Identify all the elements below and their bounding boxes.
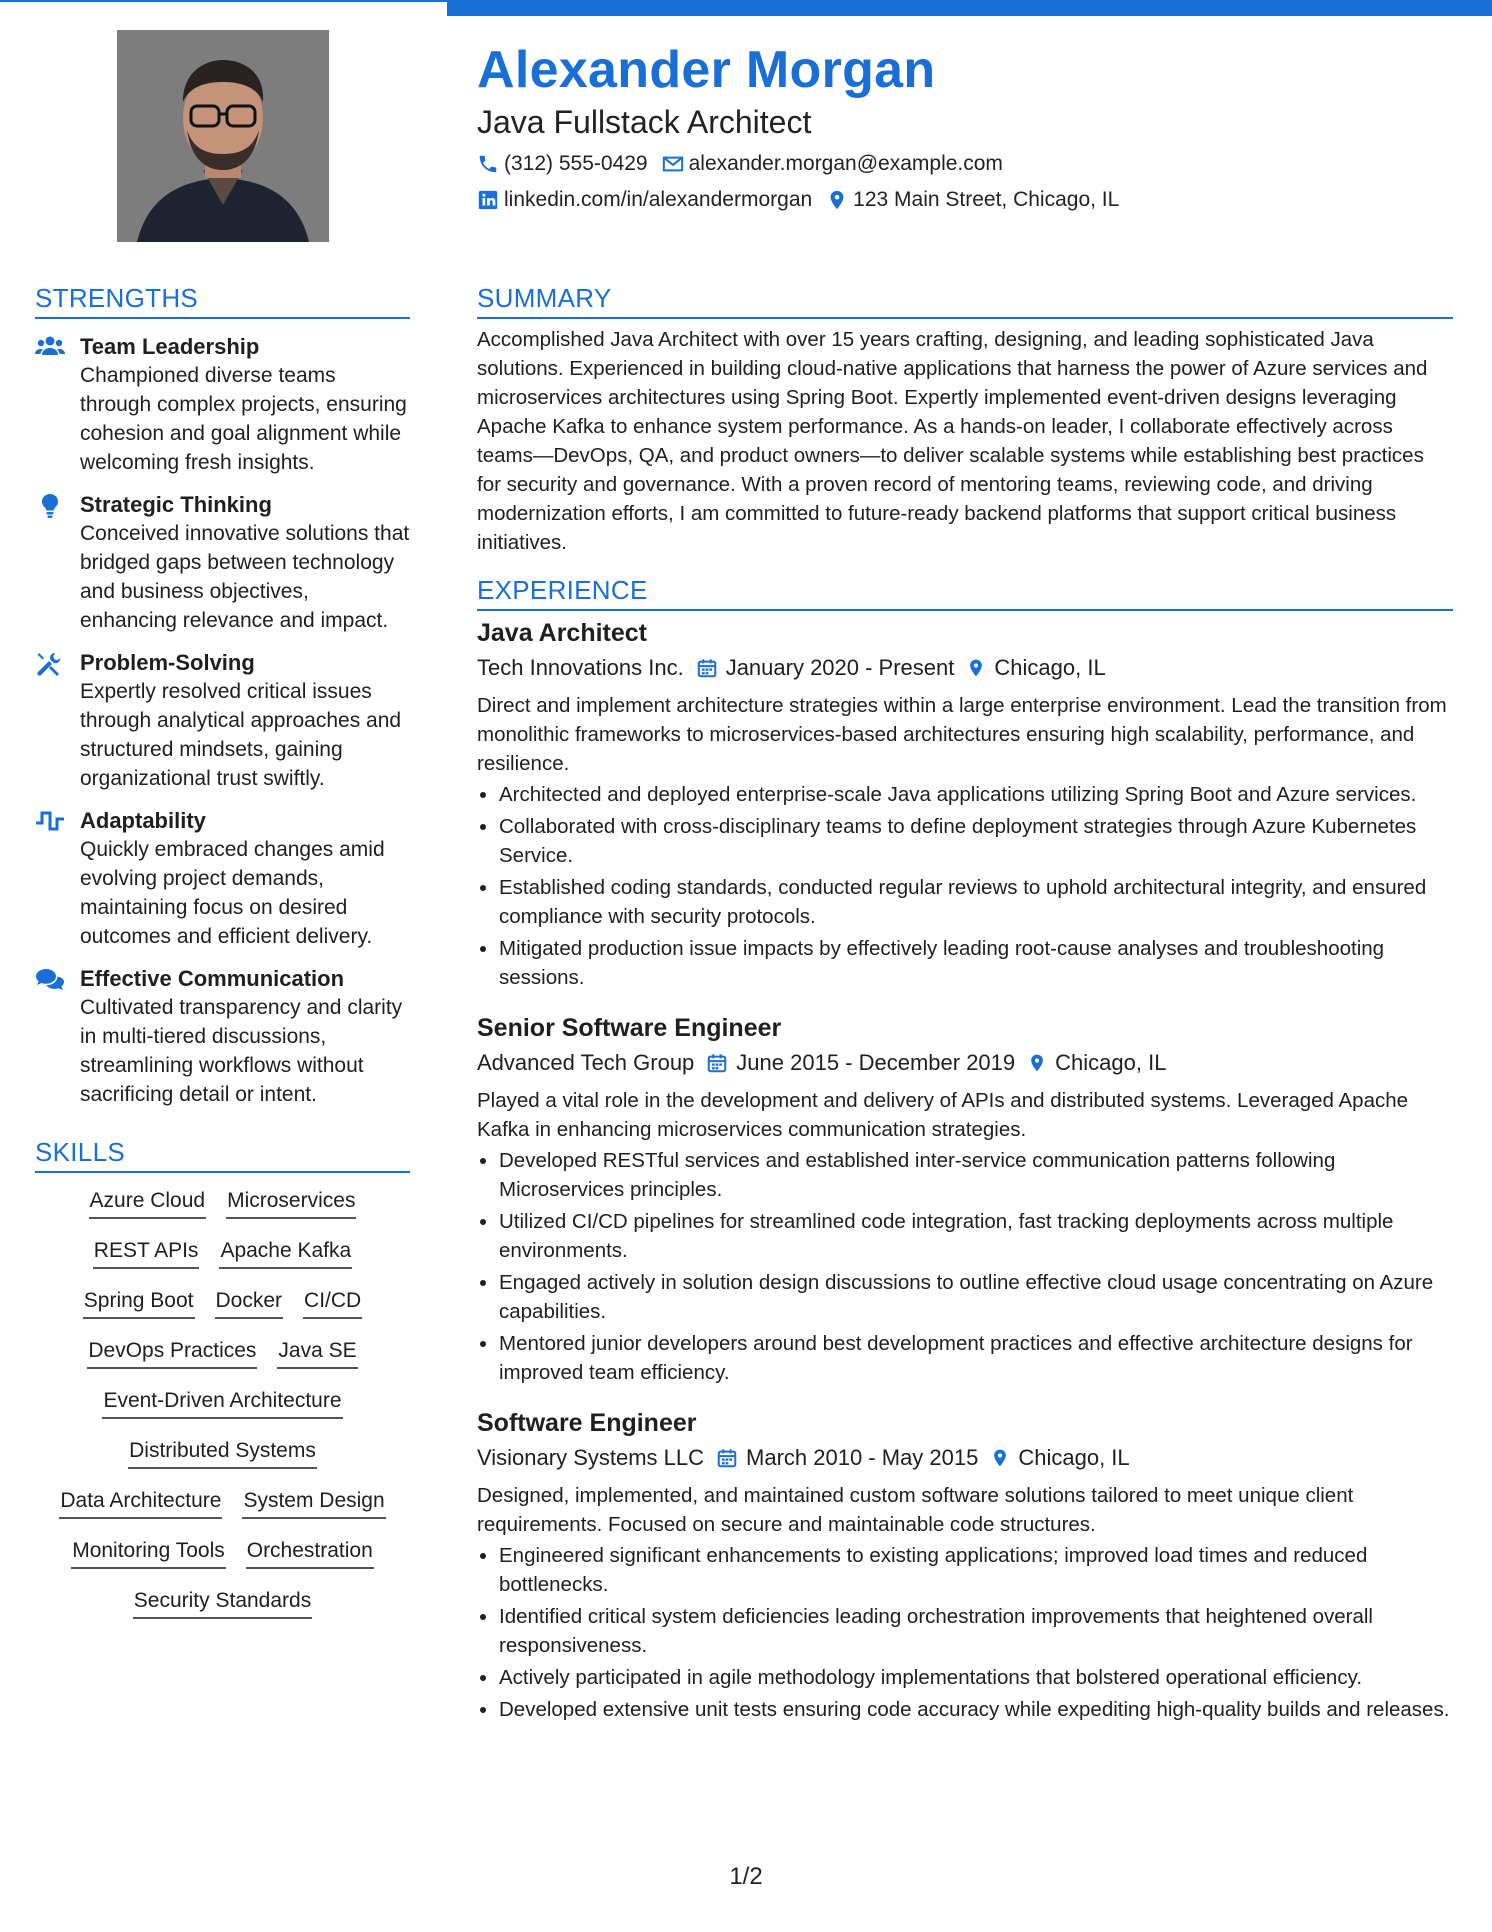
job-dates [696,653,955,683]
strength-desc: Expertly resolved critical issues through analytical approaches and structured mindsets, gaining organizational trust swiftly. [80,680,402,790]
job-description: Designed, implemented, and maintained custom software solutions tailored to meet unique client requirements. Focused on secure and maintainable code structures. [477,1484,1354,1536]
job-company [477,1443,704,1473]
dates-text: January 2020 - Present [725,655,955,680]
skill-row [35,1237,410,1269]
phone-text: (312) 555-0429 [504,152,648,175]
job-bullet: • Developed RESTful services and established inter-service communication patterns following Microservices principles. [499,1146,1453,1204]
job-company [477,653,684,683]
strengths-heading: STRENGTHS [35,281,410,319]
strength-title: Adaptability [80,808,206,833]
skills-heading: SKILLS [35,1135,410,1173]
skill-tag: Docker [215,1287,284,1319]
skill-tag: Data Architecture [59,1487,222,1519]
strength-desc: Championed diverse teams through complex projects, ensuring cohesion and goal alignment while welcoming fresh insights. [80,364,407,474]
tools-icon [35,651,63,677]
skill-tag: Apache Kafka [219,1237,352,1269]
skill-row [35,1587,410,1619]
phone-icon [477,153,499,175]
summary-text: Accomplished Java Architect with over 15 years crafting, designing, and leading sophisticated Java solutions. Experienced in building cloud-native applications that harness the power of Azure services and microservices architectures using Spring Boot. Expertly implemented event-driven designs leveraging Apache Kafka to enhance system performance. As a hands-on leader, I collaborate effectively across teams—DevOps, QA, and product owners—to deliver scalable systems while establishing best practices for security and governance. With a proven record of mentoring teams, reviewing code, and driving modernization efforts, I am committed to future-ready backend platforms that support critical business initiatives. [477,328,1428,554]
location-text: Chicago, IL [994,655,1106,680]
job-bullet: • Established coding standards, conducted regular reviews to uphold architectural integrity, and ensured compliance with security protocols. [499,873,1453,931]
skill-tag: Monitoring Tools [71,1537,226,1569]
profile-photo [117,30,329,242]
email-contact[interactable] [662,150,1003,178]
job-entry [477,1012,1453,1387]
map-pin-icon [966,656,986,680]
contact-row-2 [477,186,1457,214]
skill-tag: Azure Cloud [89,1187,207,1219]
users-icon [35,335,65,359]
map-pin-icon [1027,1051,1047,1075]
skill-tag: System Design [242,1487,385,1519]
job-entry [477,617,1453,992]
skill-tag: Security Standards [133,1587,312,1619]
page-number: 1/2 [729,1863,763,1890]
skill-tag: Microservices [226,1187,356,1219]
job-meta [477,1443,1453,1473]
calendar-icon [696,657,718,679]
company-name: Tech Innovations Inc. [477,655,684,680]
left-column [35,281,410,1637]
strength-title: Effective Communication [80,966,345,991]
skill-tag: DevOps Practices [87,1337,257,1369]
candidate-name: Alexander Morgan [477,41,936,99]
job-location [966,653,1105,683]
skill-tag: Java SE [277,1337,357,1369]
map-pin-icon [826,189,848,211]
address-text: 123 Main Street, Chicago, IL [853,188,1120,211]
job-meta [477,1048,1453,1078]
strengths-list [35,333,410,1109]
job-bullet: • Mitigated production issue impacts by effectively leading root-cause analyses and troubleshooting sessions. [499,934,1453,992]
calendar-icon [706,1052,728,1074]
job-bullet: • Utilized CI/CD pipelines for streamlined code integration, fast tracking deployments across multiple environments. [499,1207,1453,1265]
job-bullet: • Architected and deployed enterprise-scale Java applications utilizing Spring Boot and Azure services. [499,780,1453,809]
envelope-icon [662,153,684,175]
skill-row [35,1537,410,1569]
strength-desc: Cultivated transparency and clarity in multi-tiered discussions, streamlining workflows without sacrificing detail or intent. [80,996,403,1106]
strength-title: Strategic Thinking [80,492,272,517]
job-bullet: • Actively participated in agile methodology implementations that bolstered operational efficiency. [499,1663,1453,1692]
job-description: Played a vital role in the development and delivery of APIs and distributed systems. Leveraged Apache Kafka in enhancing microservices communication strategies. [477,1089,1409,1141]
skill-row [35,1487,410,1519]
dates-text: June 2015 - December 2019 [736,1050,1016,1075]
job-role: Senior Software Engineer [477,1014,782,1042]
skill-tag: Orchestration [246,1537,374,1569]
strength-item [35,491,410,635]
skill-row [35,1387,410,1419]
job-location [1027,1048,1166,1078]
job-description: Direct and implement architecture strategies within a large enterprise environment. Lead the transition from monolithic frameworks to microservices-based architectures ensuring high scalability, performance, and resilience. [477,694,1447,775]
strength-desc: Conceived innovative solutions that bridged gaps between technology and business objectives, enhancing relevance and impact. [80,522,410,632]
experience-heading: EXPERIENCE [477,573,1453,611]
strength-item [35,649,410,793]
job-bullet: • Collaborated with cross-disciplinary teams to define deployment strategies through Azure Kubernetes Service. [499,812,1453,870]
lightbulb-icon [35,493,65,519]
map-pin-icon [990,1446,1010,1470]
job-dates [716,1443,978,1473]
job-bullets [477,780,1453,992]
resume-header [477,40,1457,214]
linkedin-contact[interactable] [477,186,812,214]
skills-list [35,1187,410,1619]
skill-tag: CI/CD [303,1287,362,1319]
skill-row [35,1287,410,1319]
skill-row [35,1187,410,1219]
skill-tag: Distributed Systems [128,1437,317,1469]
job-bullet: • Developed extensive unit tests ensuring code accuracy while expediting high-quality builds and releases. [499,1695,1453,1724]
top-accent-bar [447,0,1492,16]
job-meta [477,653,1453,683]
candidate-title: Java Fullstack Architect [477,104,812,140]
strength-item [35,965,410,1109]
calendar-icon [716,1447,738,1469]
skill-tag: Spring Boot [83,1287,195,1319]
job-location [990,1443,1129,1473]
linkedin-text[interactable]: linkedin.com/in/alexandermorgan [504,188,813,211]
strength-title: Problem-Solving [80,650,255,675]
strength-item [35,807,410,951]
strength-desc: Quickly embraced changes amid evolving project demands, maintaining focus on desired outcomes and efficient delivery. [80,838,385,948]
company-name: Advanced Tech Group [477,1050,695,1075]
phone-contact [477,150,648,178]
skill-tag: Event-Driven Architecture [102,1387,342,1419]
company-name: Visionary Systems LLC [477,1445,705,1470]
job-bullets [477,1146,1453,1387]
top-accent-line [0,0,447,2]
summary-heading: SUMMARY [477,281,1453,319]
job-bullets [477,1541,1453,1724]
job-bullet: • Mentored junior developers around best development practices and effective architecture designs for improved team efficiency. [499,1329,1453,1387]
strength-title: Team Leadership [80,334,260,359]
job-company [477,1048,694,1078]
job-entry [477,1407,1453,1724]
job-role: Java Architect [477,619,647,647]
skill-row [35,1337,410,1369]
experience-list [477,617,1453,1724]
dates-text: March 2010 - May 2015 [746,1445,979,1470]
wave-icon [35,809,65,833]
job-bullet: • Engaged actively in solution design discussions to outline effective cloud usage concentrating on Azure capabilities. [499,1268,1453,1326]
skill-row [35,1437,410,1469]
contact-row-1 [477,150,1457,178]
job-dates [706,1048,1015,1078]
location-text: Chicago, IL [1055,1050,1167,1075]
job-bullet: • Identified critical system deficiencies leading orchestration improvements that heightened overall responsiveness. [499,1602,1453,1660]
job-bullet: • Engineered significant enhancements to existing applications; improved load times and reduced bottlenecks. [499,1541,1453,1599]
comments-icon [35,967,65,991]
location-text: Chicago, IL [1018,1445,1130,1470]
job-role: Software Engineer [477,1409,697,1437]
right-column [477,281,1453,1727]
skill-tag: REST APIs [93,1237,200,1269]
email-text[interactable]: alexander.morgan@example.com [688,152,1003,175]
linkedin-icon [477,189,499,211]
strength-item [35,333,410,477]
address-contact [826,186,1119,214]
